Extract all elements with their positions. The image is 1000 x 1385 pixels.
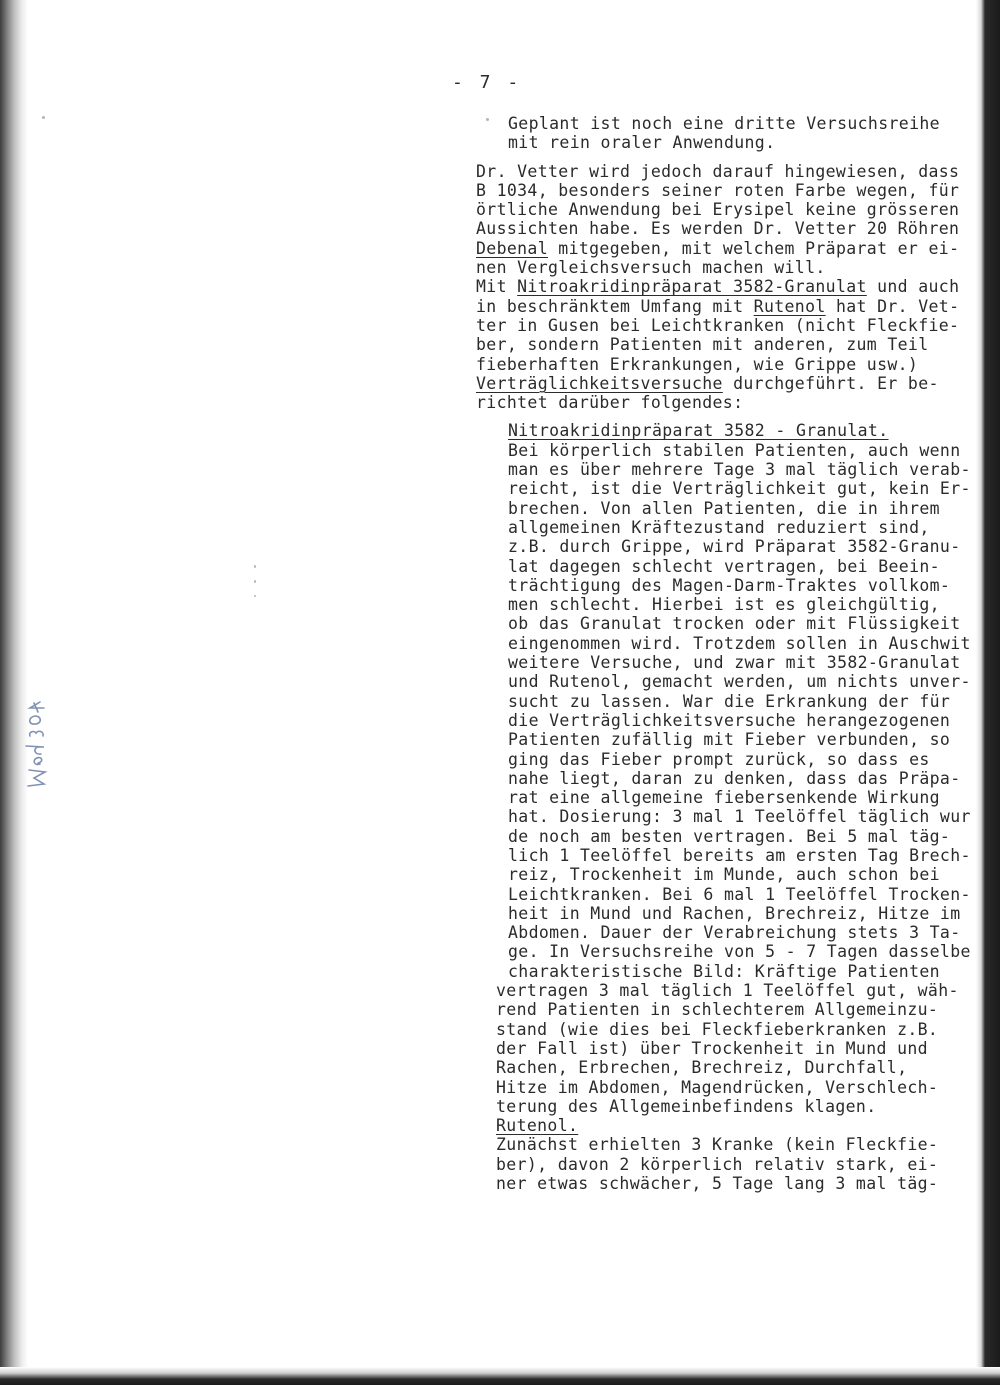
text-line: terung des Allgemeinbefindens klagen. (496, 1096, 877, 1116)
text-line: vertragen 3 mal täglich 1 Teelöffel gut, wäh- (496, 981, 959, 1001)
typewritten-body (476, 114, 976, 1193)
text-line: B 1034, besonders seiner roten Farbe wegen, für (476, 180, 960, 200)
text-line: reicht, ist die Verträglichkeit gut, kein Er- (508, 479, 971, 499)
text-line: de noch am besten vertragen. Bei 5 mal täg- (508, 826, 951, 846)
text-line: Debenal mitgegeben, mit welchem Präparat er ei- (476, 238, 960, 258)
underlined-term: Rutenol (753, 296, 826, 316)
text-line: örtliche Anwendung bei Erysipel keine grösseren (476, 200, 960, 220)
handwritten-archive-mark (4, 700, 60, 790)
text-line: trächtigung des Magen-Darm-Traktes vollkom- (508, 575, 951, 595)
text-line: Zunächst erhielten 3 Kranke (kein Fleckfie- (496, 1135, 939, 1155)
text-line: Mit Nitroakridinpräparat 3582-Granulat und auch (476, 277, 960, 297)
text-line: in beschränktem Umfang mit Rutenol hat Dr. Vet- (476, 296, 960, 316)
text-line: Aussichten habe. Es werden Dr. Vetter 20 Röhren (476, 219, 960, 239)
text-line: Hitze im Abdomen, Magendrücken, Verschlech- (496, 1077, 939, 1097)
text-line: lich 1 Teelöffel bereits am ersten Tag Brech- (508, 845, 971, 865)
speck (42, 116, 45, 119)
text-line: Leichtkranken. Bei 6 mal 1 Teelöffel Trocken- (508, 884, 971, 904)
text-line: Verträglichkeitsversuche durchgeführt. Er be- (476, 373, 939, 393)
page-right-edge (976, 0, 1000, 1385)
text-line: brechen. Von allen Patienten, die in ihrem (508, 498, 940, 518)
text-line: fieberhaften Erkrankungen, wie Grippe usw.) (476, 354, 919, 374)
text-line: ob das Granulat trocken oder mit Flüssigkeit (508, 614, 961, 634)
text-line: ge. In Versuchsreihe von 5 - 7 Tagen dasselbe (508, 942, 971, 962)
text-line: nen Vergleichsversuch machen will. (476, 258, 826, 278)
text-line: Abdomen. Dauer der Verabreichung stets 3 Ta- (508, 923, 961, 943)
binding-shadow (0, 0, 28, 1385)
text-line: heit in Mund und Rachen, Brechreiz, Hitze im (508, 903, 961, 923)
text-line: richtet darüber folgendes: (476, 393, 744, 413)
text-line: ging das Fieber prompt zurück, so dass es (508, 749, 930, 769)
page-bottom-edge (0, 1367, 1000, 1385)
text-line: Dr. Vetter wird jedoch darauf hingewiesen, dass (476, 161, 960, 181)
text-line: die Verträglichkeitsversuche herangezogenen (508, 710, 951, 730)
text-line: z.B. durch Grippe, wird Präparat 3582-Granu- (508, 537, 961, 557)
text-line: Bei körperlich stabilen Patienten, auch wenn (508, 440, 961, 460)
text-line: Patienten zufällig mit Fieber verbunden, so (508, 730, 951, 750)
text-line: lat dagegen schlecht vertragen, bei Beein- (508, 556, 940, 576)
text-line: ber), davon 2 körperlich relativ stark, ei- (496, 1154, 939, 1174)
paragraph-gap (476, 153, 976, 162)
text-line: charakteristische Bild: Kräftige Patienten (508, 961, 940, 981)
text-line: der Fall ist) über Trockenheit in Mund und (496, 1038, 928, 1058)
text-line: eingenommen wird. Trotzdem sollen in Auschwit (508, 633, 971, 653)
underlined-term: Debenal (476, 238, 548, 258)
text-line: nahe liegt, daran zu denken, dass das Präpa- (508, 768, 961, 788)
text-line: Geplant ist noch eine dritte Versuchsreihe (508, 114, 940, 133)
text-line (476, 1116, 976, 1135)
text-line: men schlecht. Hierbei ist es gleichgültig, (508, 595, 940, 615)
underlined-term: Nitroakridinpräparat 3582-Granulat (517, 277, 867, 297)
paragraph-gap (476, 412, 976, 421)
text-line: ner etwas schwächer, 5 Tage lang 3 mal täg- (496, 1174, 939, 1194)
text-line: man es über mehrere Tage 3 mal täglich verab- (508, 460, 971, 480)
text-line: und Rutenol, gemacht werden, um nichts unver- (508, 672, 971, 692)
text-line: weitere Versuche, und zwar mit 3582-Granulat (508, 653, 961, 673)
text-line: allgemeinen Kräftezustand reduziert sind, (508, 517, 930, 537)
underlined-term: Rutenol. (496, 1116, 579, 1136)
speck (254, 595, 256, 597)
text-line: Rachen, Erbrechen, Brechreiz, Durchfall, (496, 1058, 908, 1078)
text-line: stand (wie dies bei Fleckfieberkranken z.B. (496, 1019, 939, 1039)
underlined-term: Nitroakridinpräparat 3582 - Granulat. (508, 421, 889, 441)
text-line (476, 421, 976, 440)
text-line: ber, sondern Patienten mit anderen, zum Teil (476, 335, 929, 355)
speck (254, 565, 256, 568)
page-number: - 7 - (452, 72, 522, 93)
speck (254, 580, 256, 583)
text-line: hat. Dosierung: 3 mal 1 Teelöffel täglich wur (508, 807, 971, 827)
text-line: reiz, Trockenheit im Munde, auch schon bei (508, 865, 940, 885)
text-line: rat eine allgemeine fiebersenkende Wirkung (508, 788, 940, 808)
text-line: mit rein oraler Anwendung. (508, 133, 776, 153)
underlined-term: Verträglichkeitsversuche (476, 373, 723, 393)
text-line: rend Patienten in schlechterem Allgemeinzu- (496, 1000, 939, 1020)
text-line: ter in Gusen bei Leichtkranken (nicht Fleckfie- (476, 315, 960, 335)
text-line: sucht zu lassen. War die Erkrankung der für (508, 691, 951, 711)
